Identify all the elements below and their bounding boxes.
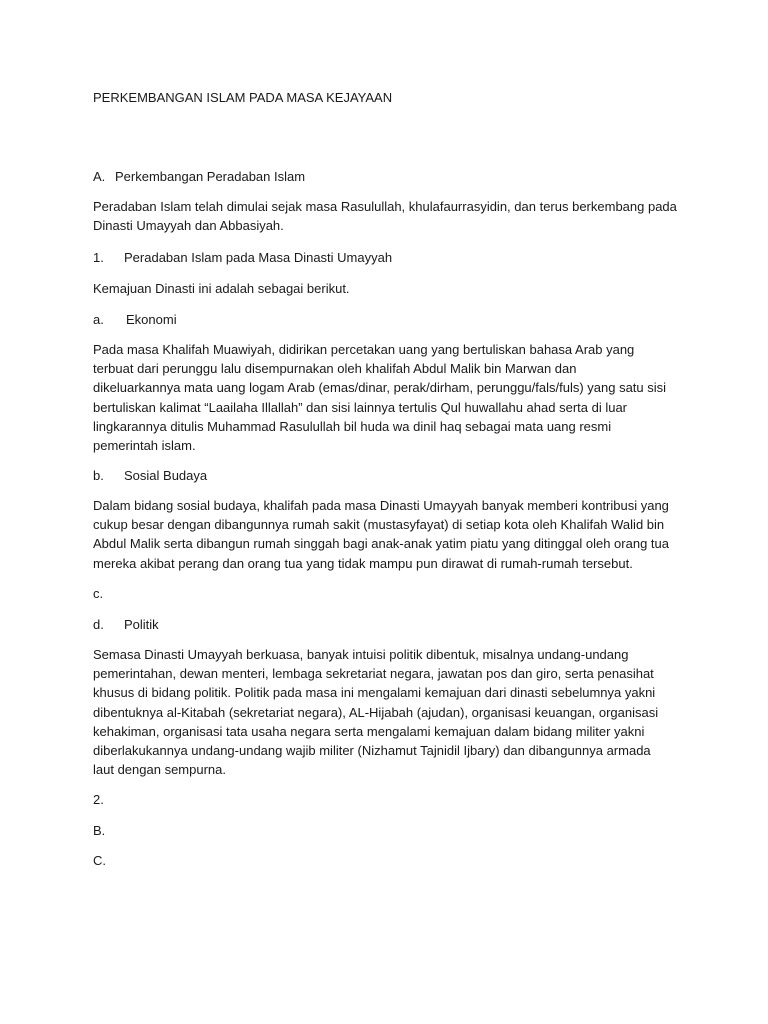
sub-d-marker: d. [93, 617, 104, 632]
sosial-line: Abdul Malik serta dibangun rumah singgah bagi anak-anak yatim piatu yang ditinggal oleh orang tua [93, 536, 669, 552]
sub-b-marker: b. [93, 468, 104, 483]
ekonomi-line: dikeluarkannya mata uang logam Arab (emas/dinar, perak/dirham, perunggu/fals/fuls) yang satu sisi [93, 380, 667, 396]
sosial-line: mereka akibat perang dan orang tua yang tidak mampu pun dirawat di rumah-rumah tersebut. [93, 555, 633, 571]
ekonomi-paragraph [93, 340, 683, 455]
politik-line: diberlakukannya undang-undang wajib militer (Nizhamut Tajnidil Ijbary) dan dibangunnya armada [93, 743, 651, 759]
intro-line: Peradaban Islam telah dimulai sejak masa Rasulullah, khulafaurrasyidin, dan terus berkembang pada [93, 199, 677, 214]
item-1-marker: 1. [93, 250, 104, 265]
politik-line: kehakiman, organisasi tata usaha negara serta mengalami kemajuan dalam bidang militer yakni [93, 723, 645, 739]
sub-a-heading: Ekonomi [126, 312, 177, 327]
ekonomi-line: Pada masa Khalifah Muawiyah, didirikan percetakan uang yang bertuliskan bahasa Arab yang [93, 342, 635, 357]
politik-line: Semasa Dinasti Umayyah berkuasa, banyak intuisi politik dibentuk, misalnya undang-undang [93, 647, 629, 662]
ekonomi-line: pemerintah islam. [93, 438, 196, 454]
sub-b-heading: Sosial Budaya [124, 468, 208, 483]
section-c-marker: C. [93, 853, 106, 868]
sub-d-heading: Politik [124, 617, 159, 632]
ekonomi-line: terbuat dari perunggu lalu disempurnakan oleh khalifah Abdul Malik bin Marwan dan [93, 361, 577, 377]
section-a-marker: A. [93, 169, 106, 184]
page-title: PERKEMBANGAN ISLAM PADA MASA KEJAYAAN [93, 90, 393, 105]
politik-paragraph [93, 645, 683, 779]
item-2-marker: 2. [93, 792, 104, 807]
sosial-line: cukup besar dengan dibangunnya rumah sakit (mustasyfayat) di setiap kota oleh Khalifah Walid bin [93, 517, 665, 533]
section-a-heading: Perkembangan Peradaban Islam [115, 169, 306, 184]
lead-sentence: Kemajuan Dinasti ini adalah sebagai berikut. [93, 281, 350, 296]
politik-line: dibentuknya al-Kitabah (sekretariat negara), AL-Hijabah (ajudan), organisasi keuangan, organisasi [93, 704, 659, 720]
section-b-marker: B. [93, 823, 106, 838]
politik-line: khusus di bidang politik. Politik pada masa ini mengalami kemajuan dari dinasti sebelumnya yakni [93, 685, 656, 701]
sosial-paragraph [93, 496, 683, 573]
sub-c-marker: c. [93, 586, 104, 601]
intro-line: Dinasti Umayyah dan Abbasiyah. [93, 218, 284, 234]
intro-paragraph [93, 197, 683, 235]
politik-line: pemerintahan, dewan menteri, lembaga sekretariat negara, jawatan pos dan giro, serta penasihat [93, 666, 654, 682]
politik-line: laut dengan sempurna. [93, 762, 226, 778]
item-1-heading: Peradaban Islam pada Masa Dinasti Umayyah [124, 250, 393, 265]
ekonomi-line: bertuliskan kalimat “Laailaha Illallah” dan sisi lainnya tertulis Qul huwallahu ahad serta di luar [93, 399, 628, 415]
ekonomi-line: lingkarannya ditulis Muhammad Rasulullah bil huda wa dinil haq sebagai mata uang resmi [93, 418, 612, 434]
sosial-line: Dalam bidang sosial budaya, khalifah pada masa Dinasti Umayyah banyak memberi kontribusi yang [93, 498, 669, 513]
sub-a-marker: a. [93, 312, 104, 327]
